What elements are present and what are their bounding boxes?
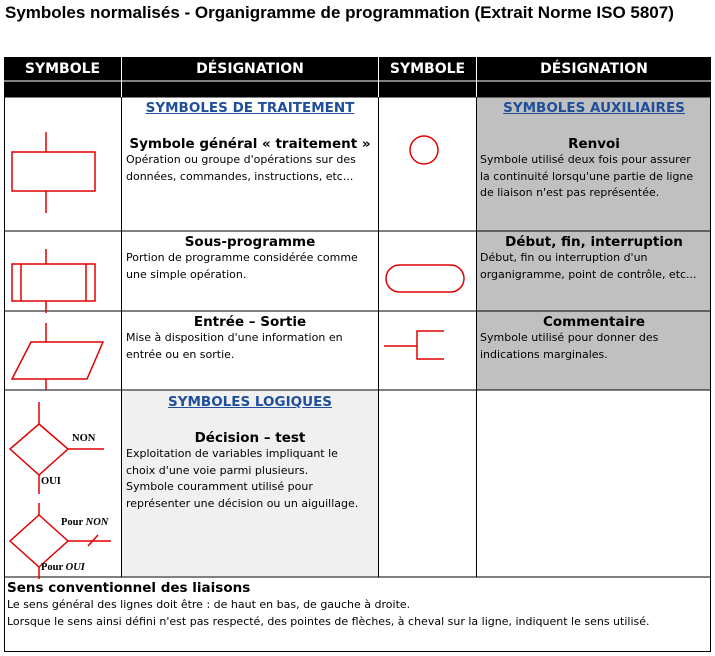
section-logiques: SYMBOLES LOGIQUES bbox=[167, 394, 333, 410]
terminator-symbol-icon bbox=[386, 265, 464, 292]
decision-desc: Exploitation de variables impliquant le choix d'une voie parmi plusieurs. Symbole couramment utilisé pour représenter une décision ou un aiguillage. bbox=[126, 447, 359, 510]
renvoi-desc: Symbole utilisé deux fois pour assurer la continuité lorsqu'une partie de ligne de liaison n'est pas représentée. bbox=[480, 153, 694, 199]
header-designation-2: DÉSIGNATION bbox=[540, 61, 648, 77]
connector-circle-icon bbox=[410, 136, 438, 164]
subroutine-symbol-icon bbox=[12, 249, 95, 313]
comment-symbol-icon bbox=[384, 331, 444, 359]
section-traitement: SYMBOLES DE TRAITEMENT bbox=[145, 100, 355, 116]
renvoi-cell bbox=[477, 100, 711, 202]
footer-title: Sens conventionnel des liaisons bbox=[7, 580, 251, 596]
entree-sortie-desc: Mise à disposition d'une information en entrée ou en sortie. bbox=[126, 331, 343, 361]
header-symbole-1: SYMBOLE bbox=[24, 61, 101, 77]
renvoi-title: Renvoi bbox=[568, 136, 620, 152]
entree-sortie-title: Entrée – Sortie bbox=[193, 314, 307, 330]
symbol-table bbox=[4, 57, 711, 653]
debut-fin-desc: Début, fin ou interruption d'un organigramme, point de contrôle, etc... bbox=[480, 251, 697, 281]
header-designation-1: DÉSIGNATION bbox=[196, 61, 304, 77]
sous-programme-title: Sous-programme bbox=[184, 234, 316, 250]
commentaire-cell bbox=[477, 314, 711, 363]
traitement-desc: Opération ou groupe d'opérations sur des données, commandes, instructions, etc... bbox=[126, 153, 356, 183]
sous-programme-cell bbox=[122, 234, 378, 283]
footer-cell bbox=[7, 580, 707, 630]
decision-cell bbox=[122, 394, 378, 512]
debut-fin-cell bbox=[477, 234, 711, 283]
commentaire-title: Commentaire bbox=[542, 314, 646, 330]
entree-sortie-cell bbox=[122, 314, 378, 363]
page-title: Symboles normalisés - Organigramme de programmation (Extrait Norme ISO 5807) bbox=[5, 3, 674, 22]
label-non: NON bbox=[72, 433, 96, 444]
label-oui: OUI bbox=[41, 476, 61, 487]
process-symbol-icon bbox=[12, 132, 95, 213]
traitement-title: Symbole général « traitement » bbox=[129, 136, 371, 152]
sous-programme-desc: Portion de programme considérée comme une simple opération. bbox=[126, 251, 358, 281]
label-pour-oui: Pour OUI bbox=[41, 562, 85, 573]
commentaire-desc: Symbole utilisé pour donner des indications marginales. bbox=[480, 331, 659, 361]
section-auxiliaires: SYMBOLES AUXILIAIRES bbox=[503, 100, 685, 116]
debut-fin-title: Début, fin, interruption bbox=[505, 234, 683, 250]
traitement-cell bbox=[122, 100, 378, 185]
label-pour-non: Pour NON bbox=[61, 517, 109, 528]
header-symbole-2: SYMBOLE bbox=[389, 61, 466, 77]
footer-text: Le sens général des lignes doit être : de haut en bas, de gauche à droite. Lorsque le sens ainsi défini n'est pas respecté, des pointes de flèches, à cheval sur la ligne, indiquent le sens utilisé. bbox=[7, 598, 650, 628]
input-output-symbol-icon bbox=[12, 323, 103, 390]
decision-title: Décision – test bbox=[194, 430, 306, 446]
